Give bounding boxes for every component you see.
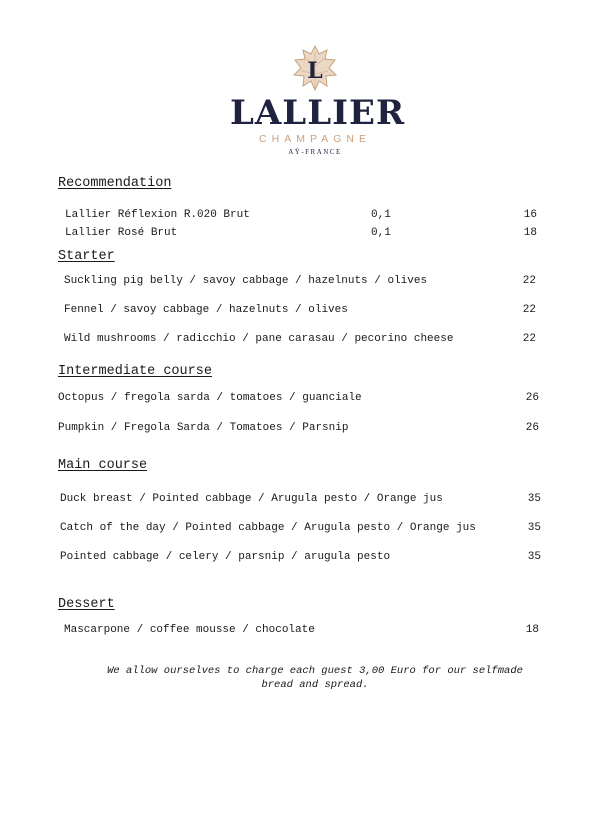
- bread-charge-note: We allow ourselves to charge each guest 3,00 Euro for our selfmade bread and spread.: [107, 665, 523, 691]
- menu-item: [64, 274, 536, 289]
- item-name: Suckling pig belly / savoy cabbage / hazelnuts / olives: [64, 275, 428, 287]
- logo-brand: LALLIER: [230, 93, 406, 133]
- vine-leaf-icon: [292, 44, 338, 94]
- item-price: 35: [527, 522, 541, 534]
- menu-item: [60, 521, 541, 536]
- heading-starter: Starter: [58, 249, 115, 264]
- item-price: 22: [522, 333, 536, 345]
- heading-dessert: Dessert: [58, 597, 115, 612]
- item-name: Mascarpone / coffee mousse / chocolate: [64, 624, 315, 636]
- logo-monogram: L: [307, 58, 323, 84]
- item-price: 22: [522, 275, 536, 287]
- menu-item: [64, 303, 536, 318]
- heading-recommendation: Recommendation: [58, 176, 172, 191]
- item-price: 35: [527, 493, 541, 505]
- menu-item: [60, 492, 541, 507]
- item-name: Lallier Réflexion R.020 Brut: [65, 209, 250, 221]
- heading-main-course: Main course: [58, 458, 148, 473]
- item-name: Lallier Rosé Brut: [65, 227, 178, 239]
- item-name: Fennel / savoy cabbage / hazelnuts / olives: [64, 304, 348, 316]
- menu-item: [65, 208, 537, 223]
- item-name: Pumpkin / Fregola Sarda / Tomatoes / Parsnip: [58, 422, 349, 434]
- item-price: 18: [525, 624, 539, 636]
- item-price: 35: [527, 551, 541, 563]
- menu-item: [64, 332, 536, 347]
- item-name: Octopus / fregola sarda / tomatoes / guanciale: [58, 392, 362, 404]
- logo-subtitle: CHAMPAGNE: [259, 133, 371, 145]
- item-price: 26: [525, 422, 539, 434]
- menu-item: [64, 623, 539, 638]
- item-name: Catch of the day / Pointed cabbage / Arugula pesto / Orange jus: [60, 522, 476, 534]
- heading-intermediate-course: Intermediate course: [58, 364, 212, 379]
- menu-item: [58, 391, 539, 406]
- item-name: Pointed cabbage / celery / parsnip / arugula pesto: [60, 551, 391, 563]
- item-price: 22: [522, 304, 536, 316]
- lallier-logo: [230, 44, 406, 162]
- item-price: 16: [523, 209, 537, 221]
- item-quantity: 0,1: [371, 227, 391, 239]
- item-price: 18: [523, 227, 537, 239]
- menu-item: [60, 550, 541, 565]
- item-price: 26: [525, 392, 539, 404]
- menu-item: [65, 226, 537, 241]
- item-name: Wild mushrooms / radicchio / pane carasau / pecorino cheese: [64, 333, 454, 345]
- item-quantity: 0,1: [371, 209, 391, 221]
- menu-item: [58, 421, 539, 436]
- item-name: Duck breast / Pointed cabbage / Arugula pesto / Orange jus: [60, 493, 443, 505]
- logo-origin: AŸ-FRANCE: [288, 148, 342, 156]
